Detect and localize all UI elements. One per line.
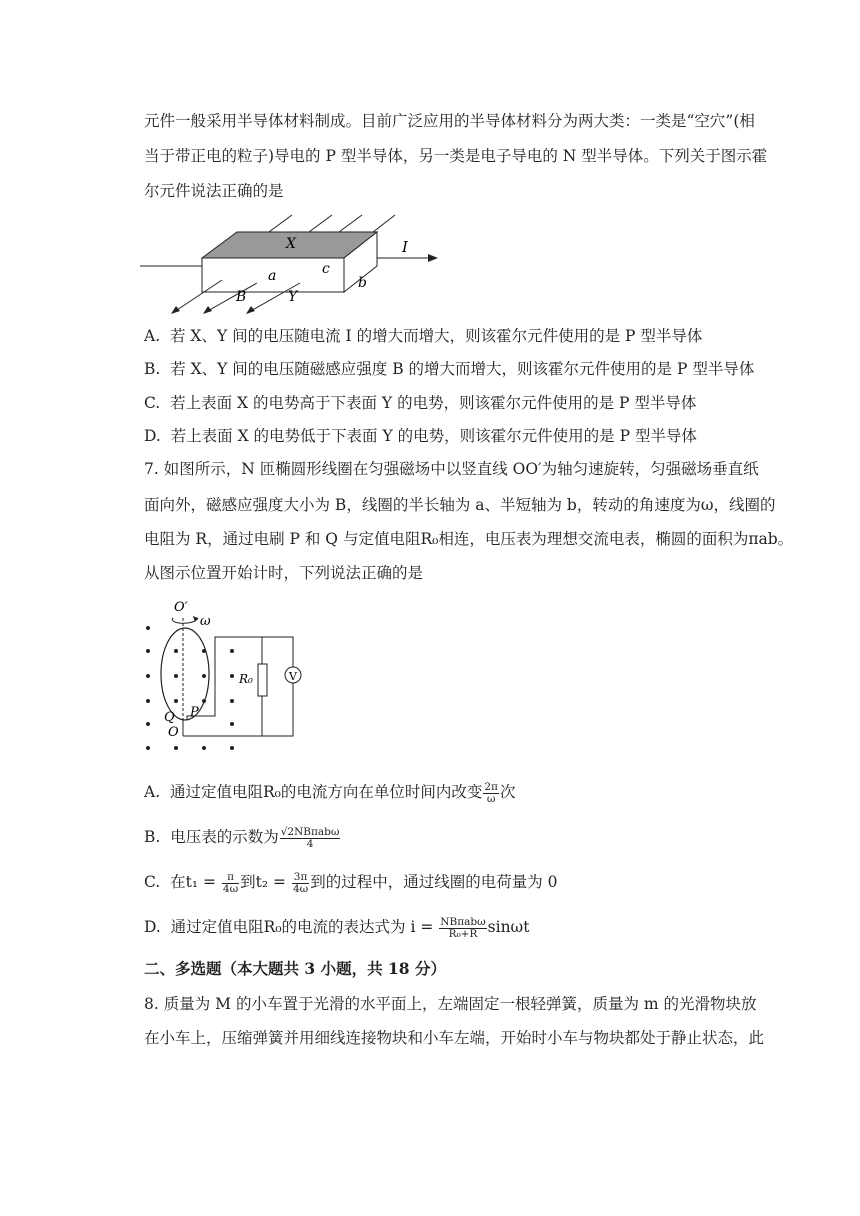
option-text: 若上表面 X 的电势高于下表面 Y 的电势，则该霍尔元件使用的是 P 型半导体 — [170, 394, 697, 412]
q6-option-a — [144, 325, 702, 347]
option-letter: D. — [144, 918, 161, 936]
q7-line-2: 面向外，磁感应强度大小为 B，线圈的半长轴为 a、半短轴为 b，转动的角速度为ω，线圈的 — [144, 496, 776, 514]
section-heading: 二、多选题（本大题共 3 小题，共 18 分） — [144, 959, 446, 978]
fraction-numerator: π — [222, 872, 239, 884]
option-text: 电压表的示数为 — [170, 828, 279, 846]
q7-line-4: 从图示位置开始计时，下列说法正确的是 — [144, 564, 424, 582]
option-letter: B. — [144, 360, 161, 378]
fraction — [280, 827, 341, 850]
fraction-numerator: 2π — [484, 780, 498, 793]
q6-line-2: 当于带正电的粒子)导电的 P 型半导体，另一类是电子导电的 N 型半导体。下列关于图示霍 — [144, 147, 768, 165]
fraction-numerator: NBπabω — [440, 915, 486, 928]
option-text-end: 次 — [499, 783, 516, 801]
label-q: Q — [164, 710, 175, 725]
label-o-prime: O′ — [174, 600, 188, 615]
fraction-numerator: √2NBπabω — [280, 825, 340, 838]
label-omega: ω — [200, 614, 211, 629]
fraction-numerator: 3π — [293, 870, 308, 883]
label-v: V — [289, 670, 297, 683]
q7-option-a — [144, 781, 515, 805]
q6-line-1: 元件一般采用半导体材料制成。目前广泛应用的半导体材料分为两大类：一类是“空穴”(相 — [144, 112, 755, 130]
label-c: c — [322, 261, 330, 277]
option-text: 通过定值电阻R₀的电流方向在单位时间内改变 — [169, 783, 483, 801]
option-letter: D. — [144, 427, 161, 445]
q6-line-3: 尔元件说法正确的是 — [144, 182, 284, 200]
fraction-denominator: R₀+R — [448, 927, 478, 940]
label-a: a — [268, 268, 277, 284]
option-letter: C. — [144, 394, 161, 412]
hall-element-figure — [140, 208, 450, 314]
q7-option-c — [144, 871, 557, 895]
q7-option-b — [144, 826, 341, 850]
fraction-denominator: 4ω — [222, 882, 239, 895]
option-text-mid: 到t₂ = — [240, 873, 286, 891]
q8-line-1: 8. 质量为 M 的小车置于光滑的水平面上，左端固定一根轻弹簧，质量为 m 的光滑物块放 — [144, 995, 757, 1013]
option-letter: A. — [144, 783, 161, 801]
fraction — [222, 872, 239, 895]
fraction-denominator: 4ω — [292, 882, 309, 895]
fraction-denominator: 4 — [306, 837, 314, 850]
fraction — [292, 872, 309, 895]
q7-option-d — [144, 916, 529, 940]
option-text-end: sinωt — [487, 918, 530, 936]
label-B: B — [236, 289, 247, 305]
label-b: b — [358, 275, 367, 291]
q8-line-2: 在小车上，压缩弹簧并用细线连接物块和小车左端，开始时小车与物块都处于静止状态，此 — [144, 1029, 765, 1047]
q6-option-d — [144, 425, 697, 447]
fraction — [439, 917, 486, 940]
option-letter: A. — [144, 327, 161, 345]
option-text-end: 到的过程中，通过线圈的电荷量为 0 — [310, 873, 558, 891]
label-o: O — [168, 725, 179, 740]
option-text: 若 X、Y 间的电压随磁感应强度 B 的增大而增大，则该霍尔元件使用的是 P 型半导体 — [170, 360, 755, 378]
q6-option-c — [144, 392, 696, 414]
fraction — [483, 782, 499, 805]
label-p: P — [190, 705, 199, 720]
label-y: Y — [288, 289, 298, 305]
option-text: 在t₁ = — [170, 873, 216, 891]
option-letter: B. — [144, 828, 161, 846]
label-r0: R₀ — [239, 672, 253, 686]
label-x: X — [286, 236, 296, 252]
coil-circuit-figure — [140, 596, 310, 761]
option-letter: C. — [144, 873, 161, 891]
q6-option-b — [144, 358, 754, 380]
option-text: 若 X、Y 间的电压随电流 I 的增大而增大，则该霍尔元件使用的是 P 型半导体 — [169, 327, 703, 345]
q7-line-1: 7. 如图所示，N 匝椭圆形线圈在匀强磁场中以竖直线 OO′为轴匀速旋转，匀强磁场垂直纸 — [144, 460, 759, 478]
fraction-denominator: ω — [486, 792, 496, 805]
label-i: I — [402, 238, 408, 256]
option-text: 通过定值电阻R₀的电流的表达式为 i = — [170, 918, 434, 936]
q7-line-3: 电阻为 R，通过电刷 P 和 Q 与定值电阻R₀相连，电压表为理想交流电表，椭圆的面积为πab。 — [144, 530, 794, 548]
option-text: 若上表面 X 的电势低于下表面 Y 的电势，则该霍尔元件使用的是 P 型半导体 — [170, 427, 697, 445]
